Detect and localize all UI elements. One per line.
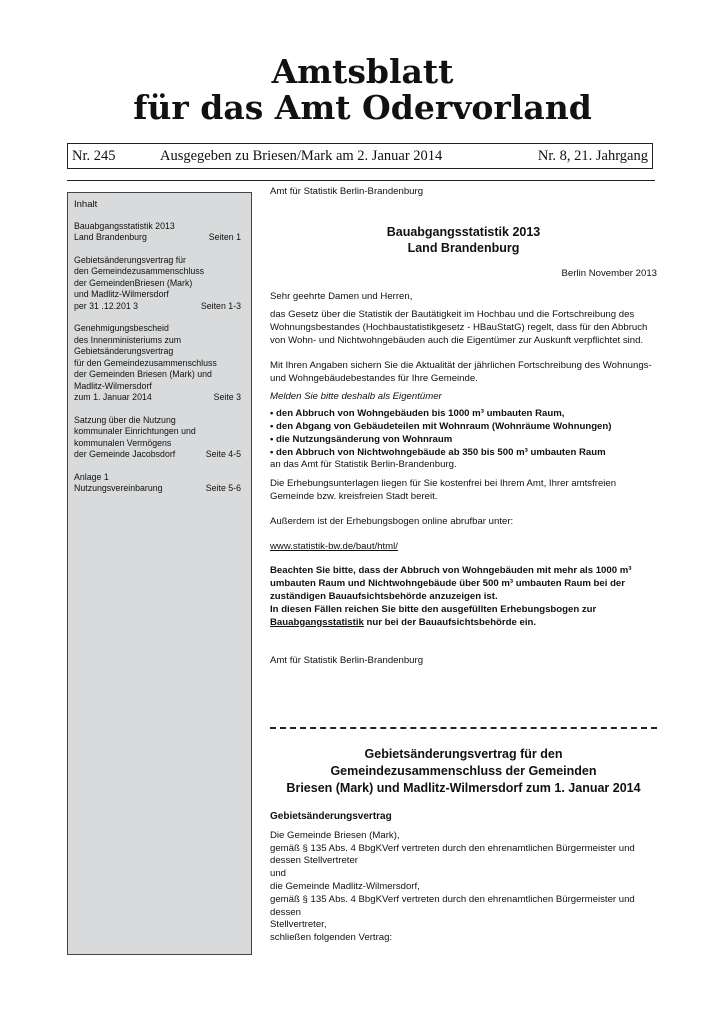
toc-entry-text: zum 1. Januar 2014 [74, 392, 152, 402]
toc-entry-line: Anlage 1 [74, 471, 109, 482]
bullet-item: • den Abbruch von Nichtwohngebäude ab 350 bis 500 m³ umbauten Raum [270, 446, 606, 458]
table-of-contents [67, 192, 252, 955]
toc-page-ref: Seiten 1-3 [200, 300, 241, 311]
salutation: Sehr geehrte Damen und Herren, [270, 290, 413, 302]
toc-entry-line: kommunalen Vermögens [74, 437, 172, 448]
toc-entry-last-line [74, 392, 245, 404]
toc-entry-line: Bauabgangsstatistik 2013 [74, 220, 175, 231]
toc-entry-text: per 31 .12.201 3 [74, 300, 139, 311]
toc-entry-line: Gebietsänderungsvertrag [74, 346, 174, 356]
article2-subtitle: Gebietsänderungsvertrag [270, 811, 392, 822]
article2-title-line1: Gebietsänderungsvertrag für den [364, 747, 563, 761]
toc-page-ref: Seite 5-6 [205, 483, 241, 493]
toc-entry-last-line [74, 232, 245, 244]
dateline: Berlin November 2013 [561, 267, 657, 279]
paragraph: Außerdem ist der Erhebungsbogen online abrufbar unter: [270, 515, 514, 527]
contract-line: gemäß § 135 Abs. 4 BbgKVerf vertreten durch den ehrenamtlichen Bürgermeister und dessen Stellvertreter [270, 842, 635, 867]
bold-notice-2 [270, 604, 657, 630]
toc-page-ref: Seite 4-5 [205, 449, 241, 459]
toc-title: Inhalt [74, 199, 98, 210]
masthead-title-line1: Amtsblatt [271, 52, 454, 91]
bauabgangsstatistik-link[interactable]: Bauabgangsstatistik [270, 616, 364, 628]
contract-line: Stellvertreter, [270, 919, 327, 931]
toc-entry-line: der GemeindenBriesen (Mark) [74, 277, 193, 288]
article-signoff: Amt für Statistik Berlin-Brandenburg [270, 655, 424, 667]
issue-volume: Nr. 8, 21. Jahrgang [537, 148, 648, 164]
article-gebietsaenderungsvertrag [270, 746, 657, 945]
toc-entry-line: Satzung über die Nutzung [74, 414, 176, 425]
toc-entry-last-line [74, 449, 245, 461]
notice-text: In diesen Fällen reichen Sie bitte den ausgefüllten Erhebungsbogen zur [270, 603, 597, 615]
paragraph: das Gesetz über die Statistik der Bautätigkeit im Hochbau und die Fortschreibung des Wohnungsbestandes (Hochbaustatistikgesetz - HBauStatG) regelt, dass für den Abbruch von Wohn- und Nichtwohngebäuden auch die Eigentümer zur Auskunft verpflichtet sind. [270, 309, 648, 346]
article-bauabgangsstatistik [270, 186, 657, 668]
toc-page-ref: Seiten 1 [208, 232, 241, 242]
statistik-url-link[interactable]: www.statistik-bw.de/baut/html/ [270, 540, 398, 552]
bullet-item: • die Nutzungsänderung von Wohnraum [270, 433, 453, 445]
article2-title-line3: Briesen (Mark) und Madlitz-Wilmersdorf zum 1. Januar 2014 [286, 781, 641, 795]
paragraph: Mit Ihren Angaben sichern Sie die Aktualität der jährlichen Fortschreibung des Wohnungs- und Wohngebäudebestandes für Ihre Gemeinde. [270, 359, 652, 384]
header-divider [67, 180, 655, 181]
intro-italic: Melden Sie bitte deshalb als Eigentümer [270, 391, 442, 403]
section-divider-dashed [270, 727, 657, 729]
article-title-line1: Bauabgangsstatistik 2013 [386, 224, 541, 239]
toc-entry-line: kommunaler Einrichtungen und [74, 426, 196, 436]
toc-entry[interactable] [74, 255, 245, 313]
masthead-title-line2: für das Amt Odervorland [133, 88, 592, 127]
toc-entry-text: Land Brandenburg [74, 232, 147, 242]
contract-line: gemäß § 135 Abs. 4 BbgKVerf vertreten durch den ehrenamtlichen Bürgermeister und dessen [270, 893, 635, 918]
toc-entry-line: für den Gemeindezusammenschluss [74, 357, 217, 368]
toc-entry-line: Madlitz-Wilmersdorf [74, 380, 152, 391]
toc-entry-line: des Innenministeriums zum [74, 334, 182, 345]
toc-entry[interactable] [74, 415, 245, 461]
toc-entry-text: Nutzungsvereinbarung [74, 483, 163, 493]
toc-entry-line: und Madlitz-Wilmersdorf [74, 289, 169, 299]
contract-line: Die Gemeinde Briesen (Mark), [270, 829, 400, 841]
bullet-item: • den Abbruch von Wohngebäuden bis 1000 m³ umbauten Raum, [270, 408, 565, 420]
contract-line: die Gemeinde Madlitz-Wilmersdorf, [270, 880, 420, 892]
toc-entry[interactable] [74, 323, 245, 404]
issue-number: Nr. 245 [72, 148, 116, 164]
bold-notice: Beachten Sie bitte, dass der Abbruch von Wohngebäuden mit mehr als 1000 m³ umbauten Raum und Nichtwohngebäude über 500 m³ umbauten Raum bei der zuständigen Bauaufsichtsbehörde anzuzeigen ist. [270, 565, 632, 602]
article-title-line2: Land Brandenburg [407, 240, 520, 255]
contract-line: schließen folgenden Vertrag: [270, 932, 393, 944]
notice-text: nur bei der Bauaufsichtsbehörde ein. [363, 616, 537, 628]
paragraph: Die Erhebungsunterlagen liegen für Sie kostenfrei bei Ihrem Amt, Ihrer amtsfreien Gemeinde bzw. kreisfreien Stadt bereit. [270, 478, 617, 502]
contract-line: und [270, 868, 287, 880]
toc-entry-line: Genehmigungsbescheid [74, 323, 169, 333]
toc-entry-line: Gebietsänderungsvertrag für [74, 254, 186, 265]
toc-page-ref: Seite 3 [213, 392, 241, 402]
toc-entry-line: der Gemeinden Briesen (Mark) und [74, 369, 212, 379]
article2-title-line2: Gemeindezusammenschluss der Gemeinden [330, 764, 597, 778]
toc-entry-text: der Gemeinde Jacobsdorf [74, 449, 176, 459]
bullet-item: • den Abgang von Gebäudeteilen mit Wohnraum (Wohnräume Wohnungen) [270, 420, 612, 432]
article-source: Amt für Statistik Berlin-Brandenburg [270, 186, 424, 197]
toc-entry-last-line [74, 301, 245, 313]
issue-date: Ausgegeben zu Briesen/Mark am 2. Januar 2014 [160, 148, 443, 164]
toc-entry-last-line [74, 483, 245, 495]
toc-entry-line: den Gemeindezusammenschluss [74, 266, 205, 276]
toc-entry[interactable] [74, 221, 245, 244]
paragraph: an das Amt für Statistik Berlin-Brandenburg. [270, 459, 457, 471]
issue-info-box [67, 143, 653, 169]
toc-entry[interactable] [74, 472, 245, 495]
